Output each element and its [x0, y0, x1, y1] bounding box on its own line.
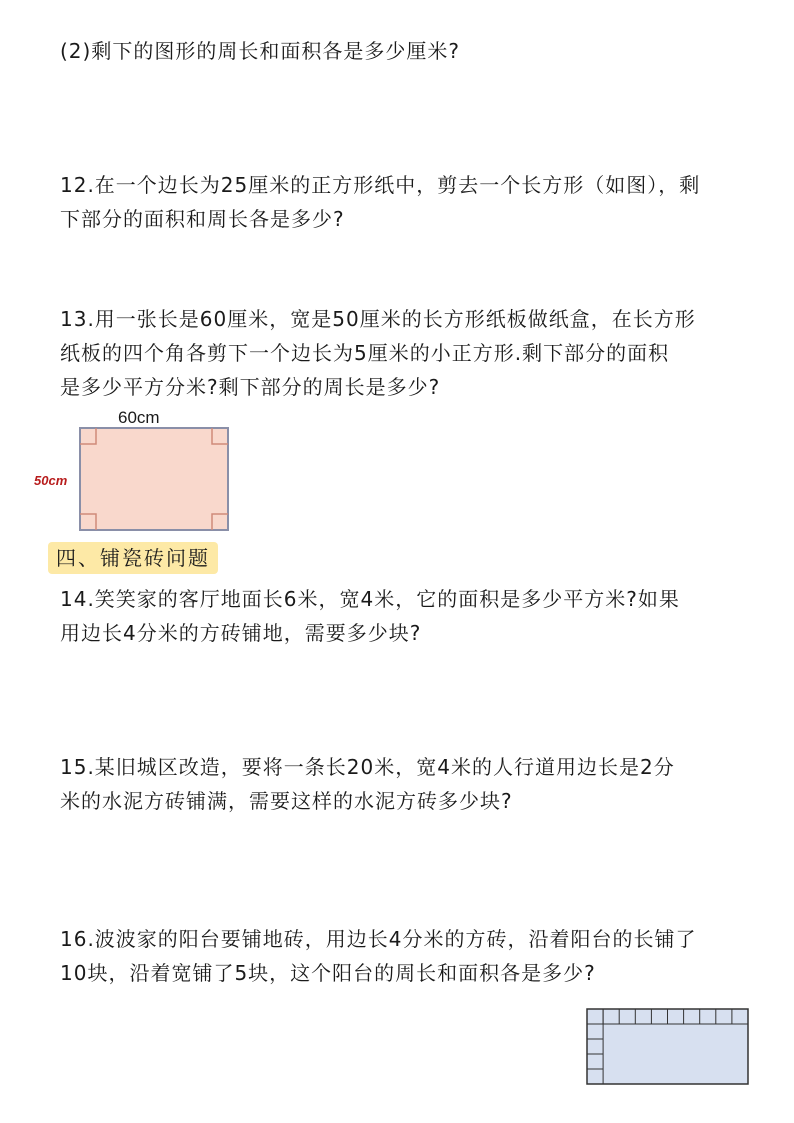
question-14-line-1: 14.笑笑家的客厅地面长6米，宽4米，它的面积是多少平方米?如果 [60, 587, 680, 611]
balcony-tile-figure [586, 1008, 750, 1086]
question-13-line-3: 是多少平方分米?剩下部分的周长是多少? [60, 375, 441, 399]
question-15-line-2: 米的水泥方砖铺满，需要这样的水泥方砖多少块? [60, 789, 513, 813]
figure-height-label: 50cm [34, 473, 68, 488]
board-rectangle [80, 428, 228, 530]
question-13-line-2: 纸板的四个角各剪下一个边长为5厘米的小正方形.剩下部分的面积 [60, 341, 670, 365]
question-13-line-1: 13.用一张长是60厘米，宽是50厘米的长方形纸板做纸盒，在长方形 [60, 307, 696, 331]
question-16-line-1: 16.波波家的阳台要铺地砖，用边长4分米的方砖，沿着阳台的长铺了 [60, 927, 697, 951]
question-12-line-1: 12.在一个边长为25厘米的正方形纸中，剪去一个长方形（如图），剩 [60, 173, 701, 197]
question-16-line-2: 10块，沿着宽铺了5块，这个阳台的周长和面积各是多少? [60, 961, 596, 985]
question-11-part-2 [60, 34, 460, 68]
section-heading: 四、铺瓷砖问题 [48, 542, 218, 574]
question-text: (2)剩下的图形的周长和面积各是多少厘米? [60, 39, 460, 63]
question-15-line-1: 15.某旧城区改造，要将一条长20米，宽4米的人行道用边长是2分 [60, 755, 675, 779]
board-figure [78, 426, 232, 534]
question-12-line-2: 下部分的面积和周长各是多少? [60, 207, 345, 231]
figure-width-label: 60cm [118, 408, 160, 427]
question-14-line-2: 用边长4分米的方砖铺地，需要多少块? [60, 621, 422, 645]
